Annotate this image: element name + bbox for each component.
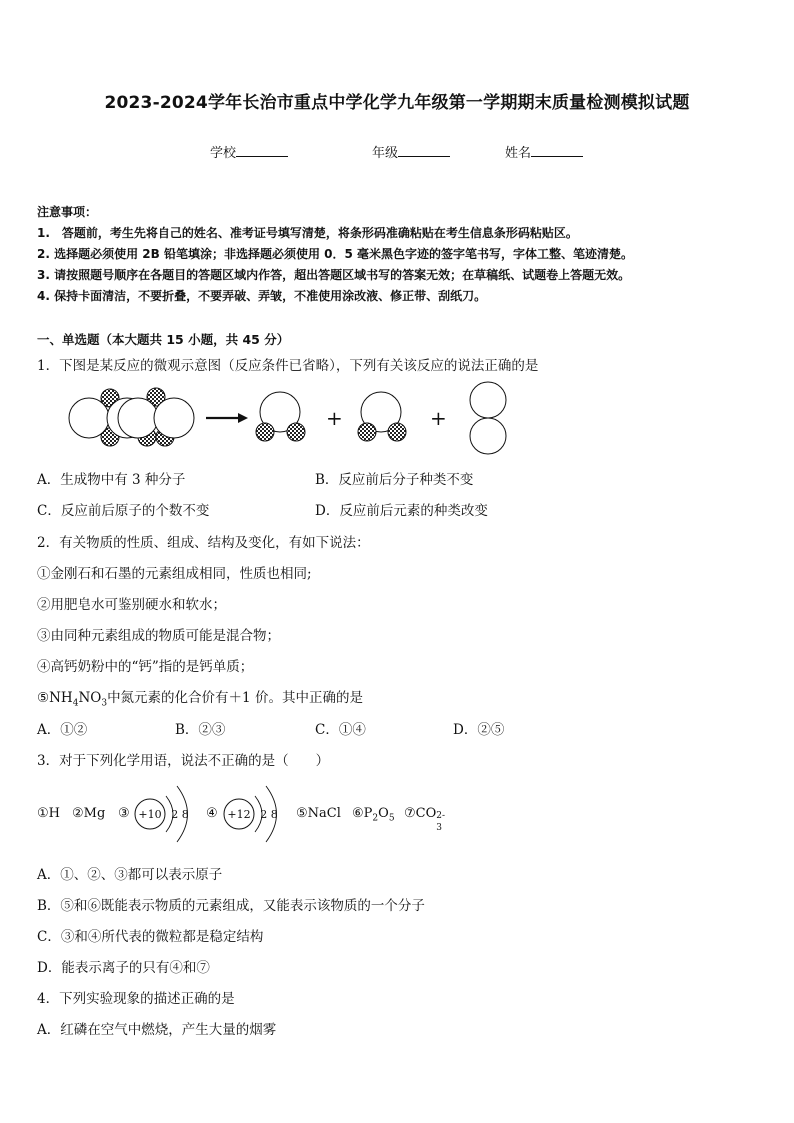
q4-option-a: A．红磷在空气中燃烧，产生大量的烟雾	[37, 1022, 277, 1038]
q1-option-b: B．反应前后分子种类不变	[315, 472, 474, 488]
question-4-stem: 4．下列实验现象的描述正确的是	[37, 991, 235, 1007]
q2-option-c: C．①④	[315, 722, 366, 738]
question-3-stem: 3．对于下列化学用语，说法不正确的是（ ）	[37, 753, 330, 769]
name-blank	[531, 144, 583, 157]
q2-option-a: A．①②	[37, 722, 88, 738]
q2-statement: ②用肥皂水可鉴别硬水和软水；	[37, 597, 226, 613]
q1-option-c: C．反应前后原子的个数不变	[37, 503, 210, 519]
grade-blank	[398, 144, 450, 157]
atom-structure-diagram-10	[132, 782, 202, 844]
q3-option-c: C．③和④所代表的微粒都是稳定结构	[37, 929, 264, 945]
plus-sign: +	[326, 406, 343, 430]
page-title: 2023-2024学年长治市重点中学化学九年级第一学期期末质量检测模拟试题	[104, 93, 690, 113]
school-label: 学校	[210, 146, 237, 161]
name-label: 姓名	[505, 146, 532, 161]
grade-field	[372, 142, 450, 161]
section-title: 一、单选题（本大题共 15 小题，共 45 分）	[37, 332, 290, 347]
question-2-stem: 2．有关物质的性质、组成、结构及变化，有如下说法：	[37, 535, 370, 551]
q3-option-d: D．能表示离子的只有④和⑦	[37, 960, 210, 976]
note-item: 3. 请按照题号顺序在各题目的答题区域内作答，超出答题区域书写的答案无效；在草稿纸、试题卷上答题无效。	[37, 268, 631, 282]
note-item: 4. 保持卡面清洁，不要折叠，不要弄破、弄皱，不准使用涂改液、修正带、刮纸刀。	[37, 289, 487, 303]
product-molecule	[470, 382, 506, 454]
symbol-6: $⑥P_2O_5$	[352, 806, 395, 824]
note-item: 2. 选择题必须使用 2B 铅笔填涂；非选择题必须使用 0．5 毫米黑色字迹的签字笔书写，字体工整、笔迹清楚。	[37, 247, 633, 261]
symbol-5: ⑤NaCl	[296, 806, 341, 821]
plus-sign: +	[430, 406, 447, 430]
symbol-1: ①H	[37, 806, 60, 821]
svg-text:+10: +10	[138, 808, 162, 821]
school-field	[210, 142, 288, 161]
symbol-4-number: ④	[206, 806, 218, 821]
q1-option-d: D．反应前后元素的种类改变	[315, 503, 488, 519]
svg-text:+12: +12	[227, 808, 251, 821]
product-molecule	[256, 392, 305, 441]
q2-statement: ①金刚石和石墨的元素组成相同，性质也相同;	[37, 566, 312, 582]
note-item: 1. 答题前，考生先将自己的姓名、准考证号填写清楚，将条形码准确粘贴在考生信息条形码粘贴区。	[37, 226, 578, 240]
product-molecule	[358, 392, 406, 441]
q3-option-b: B．⑤和⑥既能表示物质的元素组成，又能表示该物质的一个分子	[37, 898, 425, 914]
question-1-stem: 1．下图是某反应的微观示意图（反应条件已省略），下列有关该反应的说法正确的是	[37, 358, 539, 374]
svg-text:2 8: 2 8	[260, 808, 278, 821]
arrow-icon	[206, 413, 248, 423]
notes-heading: 注意事项：	[37, 205, 98, 219]
school-blank	[236, 144, 288, 157]
q2-statement: ④高钙奶粉中的“钙”指的是钙单质；	[37, 659, 254, 675]
q3-option-a: A．①、②、③都可以表示原子	[37, 867, 223, 883]
reaction-diagram	[30, 380, 520, 460]
grade-label: 年级	[372, 146, 399, 161]
q2-statement-5: $⑤NH_4NO_3$中氮元素的化合价有＋1 价。其中正确的是	[37, 690, 363, 709]
atom-structure-diagram-12	[221, 782, 291, 844]
q2-option-b: B．②③	[175, 722, 226, 738]
symbol-3-number: ③	[118, 806, 130, 821]
symbol-7: ⑦CO 2- 3	[404, 806, 446, 833]
svg-text:2 8: 2 8	[171, 808, 189, 821]
name-field	[505, 142, 583, 161]
q2-option-d: D．②⑤	[453, 722, 505, 738]
q1-option-a: A．生成物中有 3 种分子	[37, 472, 186, 488]
q2-statement: ③由同种元素组成的物质可能是混合物；	[37, 628, 280, 644]
symbol-2: ②Mg	[72, 806, 106, 821]
